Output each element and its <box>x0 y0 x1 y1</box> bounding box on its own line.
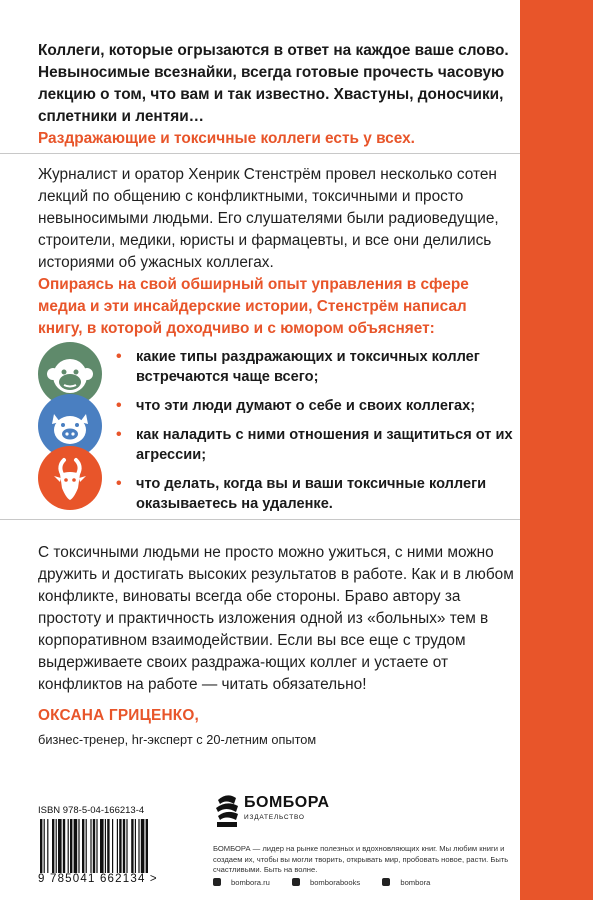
publisher-links <box>213 878 450 887</box>
telegram-icon <box>382 878 390 886</box>
review-paragraph: С токсичными людьми не просто можно ужиться, с ними можно дружить и достигать высоких результатов в работе. Как и в любом конфликте, виноваты всегда обе стороны. Браво автору за простоту и практичность изложения одной из «больных» тем в корпоративном взаимодействии. Если вы все еще с трудом выдерживаете своих раздража-ющих коллег и устаете от конфликтов на работе — читать обязательно! <box>38 544 514 693</box>
barcode-block <box>38 805 200 887</box>
bullet-dot-icon: • <box>116 426 122 443</box>
goat-icon <box>38 446 102 510</box>
animal-icons <box>38 342 102 502</box>
site-link[interactable]: bombora.ru <box>213 878 280 887</box>
intro-paragraph <box>38 40 514 150</box>
publisher-subtitle: ИЗДАТЕЛЬСТВО <box>244 814 305 821</box>
bullet-dot-icon: • <box>116 397 122 414</box>
bullet-item <box>116 347 516 387</box>
isbn-number: ISBN 978-5-04-166213-4 <box>38 805 145 816</box>
body-accent-paragraph: Опираясь на свой обширный опыт управления в сфере медиа и эти инсайдерские истории, Стенстрём написал книгу, в которой доходчиво и с юмором объясняет: <box>38 276 469 337</box>
bullet-text: что эти люди думают о себе и своих коллегах; <box>136 398 476 414</box>
vk-icon <box>292 878 300 886</box>
divider-bottom <box>0 519 520 520</box>
bullet-dot-icon: • <box>116 475 122 492</box>
publisher-name: БОМБОРА <box>244 794 330 811</box>
review-author-role: бизнес-тренер, hr-эксперт с 20-летним опытом <box>38 732 317 747</box>
review-author: ОКСАНА ГРИЦЕНКО, <box>38 707 200 724</box>
body-paragraph: Журналист и оратор Хенрик Стенстрём провел несколько сотен лекций по общению с конфликтными, токсичными и просто невыносимыми людьми. Его слушателями были радиоведущие, строители, медики, юристы и фармацевты, и все они делились историями об ужасных коллегах. <box>38 166 499 271</box>
barcode-digits: 9 785041 662134 > <box>38 873 158 885</box>
intro-text: Коллеги, которые огрызаются в ответ на каждое ваше слово. Невыносимые всезнайки, всегда готовые прочесть часовую лекцию о том, что вам и так известно. Хвастуны, доносчики, сплетники и лентяи… <box>38 42 509 125</box>
bullet-list <box>116 347 516 514</box>
bullet-dot-icon: • <box>116 348 122 365</box>
intro-accent: Раздражающие и токсичные коллеги есть у всех. <box>38 130 415 147</box>
web-icon <box>213 878 221 886</box>
bullet-text: что делать, когда вы и ваши токсичные коллеги оказываетесь на удаленке. <box>136 476 487 512</box>
divider-top <box>0 153 520 154</box>
bullet-text: какие типы раздражающих и токсичных коллег встречаются чаще всего; <box>136 349 480 385</box>
bullet-item <box>116 474 516 514</box>
bomb-logo-icon <box>214 790 240 830</box>
bullet-item <box>116 425 516 465</box>
bullet-item <box>116 396 516 416</box>
social-link[interactable]: bombora <box>382 878 440 887</box>
cover-spine <box>520 0 593 900</box>
vk-link[interactable]: bomborabooks <box>292 878 370 887</box>
publisher-logo <box>214 790 240 830</box>
barcode-bars <box>38 819 200 873</box>
bullet-text: как наладить с ними отношения и защититься от их агрессии; <box>136 427 513 463</box>
publisher-description: БОМБОРА — лидер на рынке полезных и вдохновляющих книг. Мы любим книги и создаем их, чтобы вы могли творить, открывать мир, пробовать новое, расти. Быть счастливыми. Быть на волне. <box>213 844 509 874</box>
